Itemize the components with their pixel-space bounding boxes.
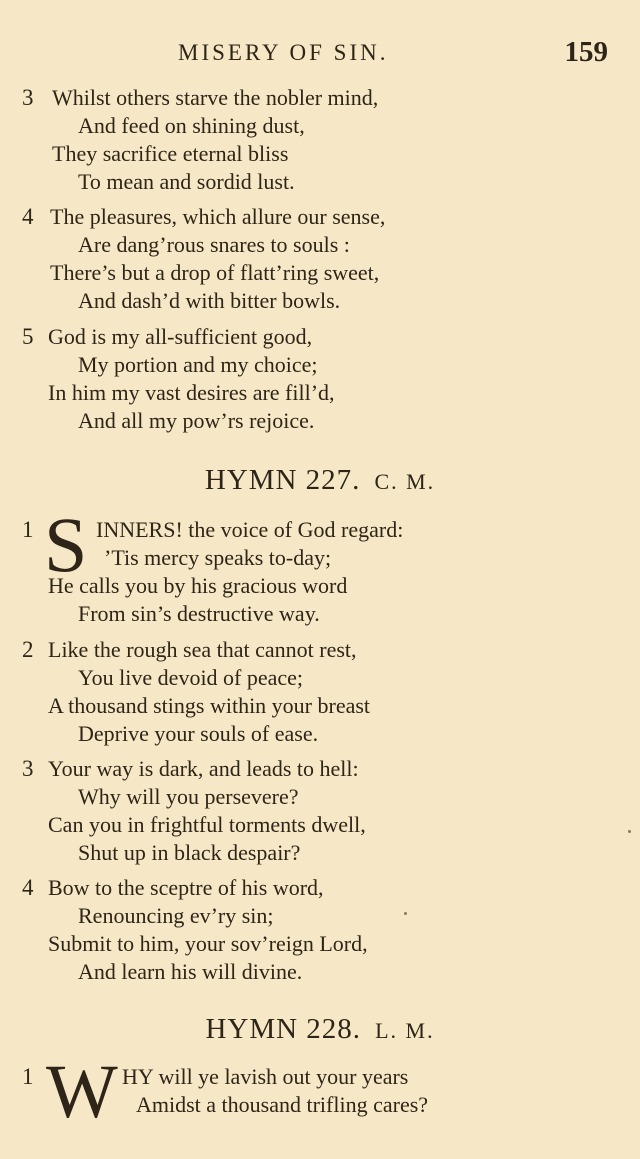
verse-line: The pleasures, which allure our sense,	[50, 204, 386, 229]
hymn-227-stanza-3	[0, 755, 640, 867]
verse-line: From sin’s destructive way.	[78, 601, 320, 626]
hymn-title: HYMN 228.	[205, 1013, 362, 1045]
verse-line: In him my vast desires are fill’d,	[48, 380, 335, 405]
stanza-number: 4	[22, 875, 34, 900]
stanza-number: 4	[22, 204, 34, 229]
verse-line: ’Tis mercy speaks to-day;	[104, 545, 332, 570]
verse-line: And learn his will divine.	[78, 959, 303, 984]
verse-line: Bow to the sceptre of his word,	[48, 875, 324, 900]
page-number: 159	[564, 36, 608, 68]
hymn-meter: C. M.	[374, 469, 436, 494]
running-title: MISERY OF SIN.	[178, 40, 389, 65]
paper-speck	[404, 912, 407, 915]
verse-line: He calls you by his gracious word	[48, 573, 348, 598]
verse-line: You live devoid of peace;	[78, 665, 304, 690]
verse-line: Can you in frightful torments dwell,	[48, 812, 366, 837]
hymn-title: HYMN 227.	[204, 464, 361, 496]
stanza-number: 5	[22, 324, 34, 349]
verse-line: Deprive your souls of ease.	[78, 721, 319, 746]
hymn-227-heading	[0, 464, 640, 497]
stanza-number: 1	[22, 517, 34, 542]
verse-line: And feed on shining dust,	[78, 113, 305, 138]
verse-line: And dash’d with bitter bowls.	[78, 288, 341, 313]
drop-cap: W	[46, 1050, 118, 1134]
verse-line: Why will you persevere?	[78, 784, 299, 809]
drop-cap: S	[44, 501, 88, 588]
verse-line: HY will ye lavish out your years	[122, 1064, 409, 1089]
verse-line: They sacrifice eternal bliss	[52, 141, 289, 166]
verse-line: Renouncing ev’ry sin;	[78, 903, 274, 928]
verse-line: INNERS! the voice of God regard:	[96, 517, 404, 542]
stanza-number: 1	[22, 1064, 34, 1089]
verse-line: Whilst others starve the nobler mind,	[52, 85, 379, 110]
stanza-number: 2	[22, 637, 34, 662]
hymn-227-stanza-1	[0, 501, 640, 628]
verse-line: Your way is dark, and leads to hell:	[48, 756, 359, 781]
verse-line: God is my all-sufficient good,	[48, 324, 313, 349]
stanza-number: 3	[22, 756, 34, 781]
verse-line: A thousand stings within your breast	[48, 693, 371, 718]
hymn-228-heading	[0, 1013, 640, 1046]
stanza-number: 3	[22, 85, 34, 110]
verse-line: Amidst a thousand trifling cares?	[136, 1092, 429, 1117]
stanza-4-top	[0, 203, 640, 315]
hymn-227-stanza-4	[0, 874, 640, 986]
verse-line: There’s but a drop of flatt’ring sweet,	[50, 260, 380, 285]
verse-line: Are dang’rous snares to souls :	[78, 232, 350, 257]
verse-line: My portion and my choice;	[78, 352, 318, 377]
hymn-meter: L. M.	[375, 1018, 435, 1043]
hymn-228-stanza-1	[0, 1050, 640, 1134]
stanza-5-top	[0, 323, 640, 435]
paper-speck	[628, 830, 631, 833]
verse-line: Like the rough sea that cannot rest,	[48, 637, 357, 662]
verse-line: To mean and sordid lust.	[78, 169, 295, 194]
running-head	[0, 36, 640, 70]
hymn-227-stanza-2	[0, 636, 640, 748]
stanza-3-top	[0, 84, 640, 196]
verse-line: Submit to him, your sov’reign Lord,	[48, 931, 368, 956]
verse-line: Shut up in black despair?	[78, 840, 301, 865]
verse-line: And all my pow’rs rejoice.	[78, 408, 315, 433]
